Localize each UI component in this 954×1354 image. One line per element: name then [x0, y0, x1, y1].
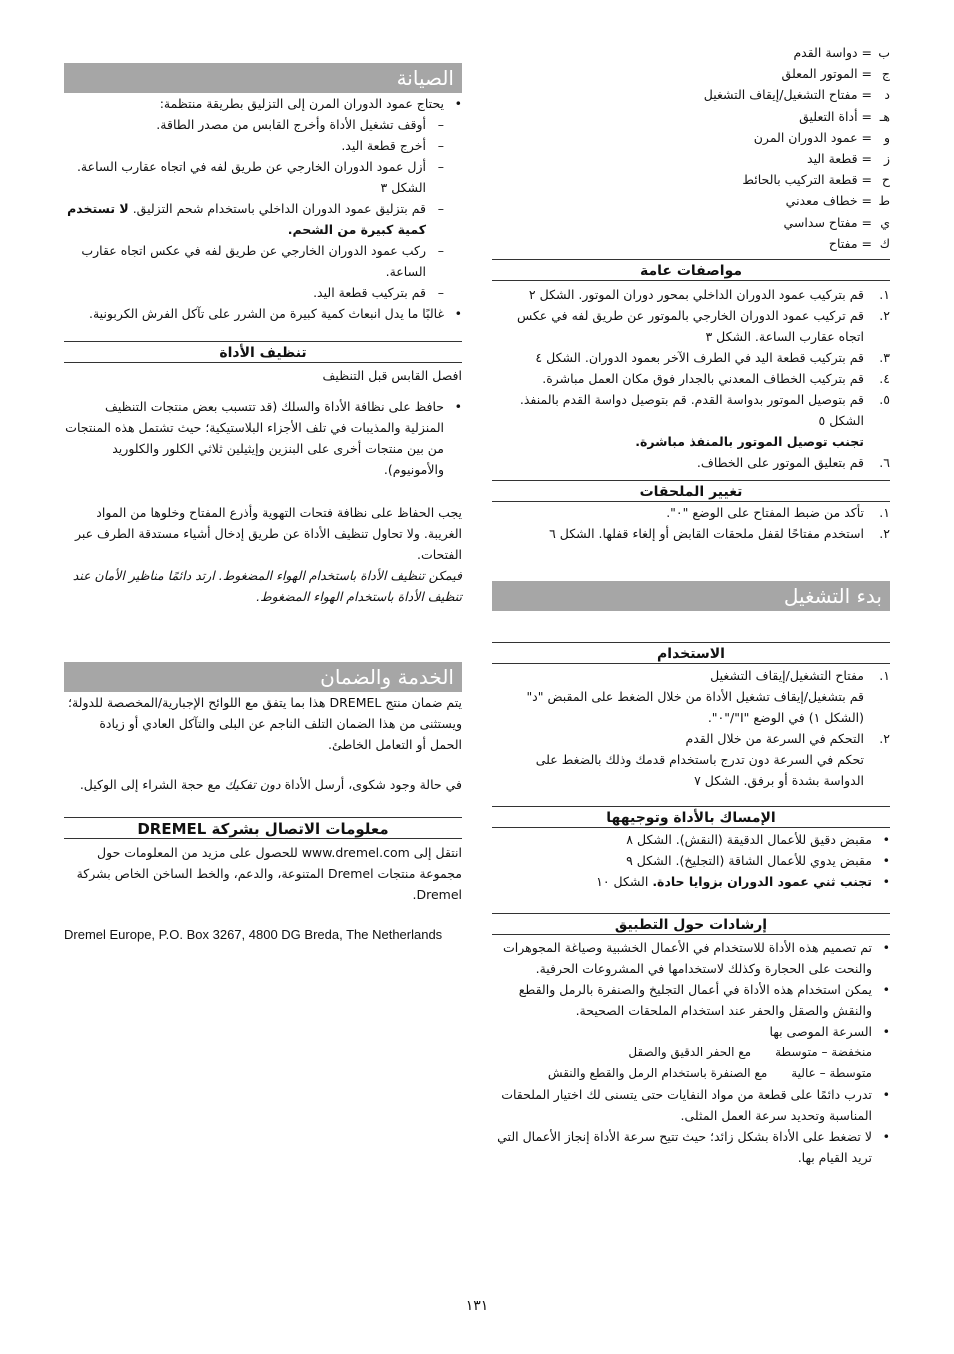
- holding-warning: • تجنب ثني عمود الدوران بزوايا حادة. الشكل ١٠: [492, 871, 890, 892]
- general-step: ٦. قم بتعليق الموتور على الخطاف.: [696, 455, 890, 470]
- complaint-paragraph: في حالة وجود شكوى، أرسل الأداة دون تفكيك مع حجة الشراء إلى الوكيل.: [79, 777, 462, 792]
- maintenance-intro: • يحتاج عمود الدوران المرن إلى التزليق بطريقة منتظمة: – أوقف تشغيل الأداة وأخرج القابس من مصدر الطاقة. – أخرج قطعة اليد. – أزل عمود الدوران الخارجي عن طريق لفه في اتجاه عقارب الساعة. الشكل ٣ – قم بتزليق عمود الدوران الداخلي باستخدام شحم التزليق. لا تستخدم كمية كبيرة من الشحم. – ركب عمود الدوران الخارجي عن طريق لفه في عكس اتجاه عقارب الساعة. – قم بتركيب قطعة اليد.: [64, 93, 462, 303]
- tips-heading: إرشادات حول التطبيق: [492, 913, 890, 935]
- startup-banner: بدء التشغيل: [492, 581, 890, 611]
- contact-paragraph: انتقل إلى www.dremel.com للحصول على مزيد من المعلومات حول مجموعة منتجات Dremel المتنوعة، والدعم، والخط الساخن الخاص بشركة Dremel.: [76, 845, 462, 902]
- legend-item: ط = خطاف معدني: [785, 193, 890, 209]
- service-banner: الخدمة والضمان: [64, 662, 462, 692]
- accessories-heading: تغيير الملحقات: [492, 480, 890, 502]
- maintenance-note: • غالبًا ما يدل انبعاث كمية كبيرة من الشرر على تآكل الفرش الكربونية.: [64, 303, 462, 324]
- maintenance-banner: الصيانة: [64, 63, 462, 93]
- cleaning-italic-note: فيمكن تنظيف الأداة باستخدام الهواء المضغوط. ارتد دائمًا مناظير الأمان عند تنظيف الأداة باستخدام الهواء المضغوط.: [72, 568, 462, 604]
- accessories-step: ٢. استخدم مفتاحًا لقفل ملحقات القابض أو إلغاء قفلها. الشكل ٦: [549, 526, 890, 541]
- tip-item: • تم تصميم هذه الأداة للاستخدام في الأعمال الخشبية وصياغة المجوهرات والنحت على الحجارة وكذلك لاستخدامها في المشروعات الحرفية.: [492, 937, 890, 979]
- holding-list: [492, 829, 890, 892]
- speed-row: منخفضة – متوسطة مع الحفر الدقيق والصقل: [628, 1045, 872, 1059]
- holding-item: • مقبض دقيق للأعمال الدقيقة (النقش). الشكل ٨: [492, 829, 890, 850]
- holding-item: • مقبض يدوي للأعمال الشاقة (التجليخ). الشكل ٩: [492, 850, 890, 871]
- speed-row: متوسطة – عالية مع الصنفرة باستخدام الرمل والقطع والنقش: [547, 1066, 872, 1080]
- unplug-note: افصل القابس قبل التنظيف: [322, 368, 462, 383]
- legend-item: ي = مفتاح سداسي: [783, 214, 890, 230]
- usage-step: ٢. التحكم في السرعة من خلال القدم تحكم في السرعة دون تدرج باستخدام قدمك وذلك بالضغط على الدواسة بشدة أو برفق. الشكل ٧: [535, 731, 890, 788]
- usage-heading: الاستخدام: [492, 642, 890, 664]
- legend-item: ج = الموتور المعلق: [781, 66, 890, 82]
- maintenance-step: – أخرج قطعة اليد.: [64, 135, 462, 156]
- legend-item: و = عمود الدوران المرن: [753, 129, 890, 145]
- general-step: ٤. قم بتركيب الخطاف المعدني بالجدار فوق مكان العمل مباشرة.: [542, 371, 890, 386]
- maintenance-section: [64, 93, 462, 324]
- parts-legend: [492, 42, 890, 254]
- accessories-step: ١. تأكد من ضبط المفتاح على الوضع "٠".: [666, 505, 890, 520]
- contact-heading: معلومات الاتصال بشركة DREMEL: [64, 817, 462, 839]
- address: Dremel Europe, P.O. Box 3267, 4800 DG Breda, The Netherlands: [64, 927, 443, 942]
- general-step: ٥. قم بتوصيل الموتور بدواسة القدم. قم بتوصيل دواسة القدم بالمنفذ. الشكل ٥: [519, 392, 890, 428]
- cleaning-paragraph: يجب الحفاظ على نظافة فتحات التهوية وأذرع المفتاح وخلوها من المواد الغريبة. ولا تحاول تنظيف الأداة عن طريق إدخال أشياء مستدقة الطرف عبر الفتحات.: [74, 505, 462, 562]
- general-step: ٢. قم تركيب عمود الدوران الخارجي بالموتور عن طريق لفه في عكس اتجاه عقارب الساعة. الشكل ٣: [516, 308, 890, 344]
- maintenance-step: – أزل عمود الدوران الخارجي عن طريق لفه في اتجاه عقارب الساعة. الشكل ٣: [64, 156, 462, 198]
- tip-item: • السرعة الموصى بها: [492, 1021, 890, 1042]
- cleaning-heading: تنظيف الأداة: [64, 341, 462, 363]
- maintenance-step: – ركب عمود الدوران الخارجي عن طريق لفه في عكس اتجاه عقارب الساعة.: [64, 240, 462, 282]
- accessories-steps: [492, 502, 890, 544]
- tip-item: • لا تضغط على الأداة بشكل زائد؛ حيث تتيح سرعة الأداة إنجاز الأعمال التي تريد القيام بها.: [492, 1126, 890, 1168]
- legend-item: د = مفتاح التشغيل/إيقاف التشغيل: [703, 87, 890, 103]
- general-steps: [492, 284, 890, 473]
- tip-item: • تدرب دائمًا على قطعة من مواد النفايات حتى يتسنى لك اختيار الملحقات المناسبة وتحديد سرعة العمل المثلى.: [492, 1084, 890, 1126]
- general-heading: مواصفات عامة: [492, 259, 890, 281]
- grease-warning: لا تستخدم كمية كبيرة من الشحم.: [67, 201, 426, 237]
- general-step: ٣. قم بتركيب قطعة اليد في الطرف الآخر بعمود الدوران. الشكل ٤: [535, 350, 890, 365]
- contact-section: [64, 842, 462, 945]
- cleaning-bullet: • حافظ على نظافة الأداة والسلك (قد تتسبب بعض منتجات التنظيف المنزلية والمذيبات في تلف الأجزاء البلاستيكية؛ حيث تشتمل هذه المنتجات من بين منتجات أخرى على البنزين وإيثيلين ثلاثي الكلور والكلوريد والأمونيوم).: [64, 396, 462, 480]
- usage-step: ١. مفتاح التشغيل/إيقاف التشغيل قم بتشغيل/إيقاف تشغيل الأداة من خلال الضغط على المقبض "د" (الشكل ١) في الوضع "I"/"٠".: [526, 668, 890, 725]
- legend-item: ز = قطعة اليد: [807, 151, 890, 167]
- warranty-paragraph: يتم ضمان منتج DREMEL هذا بما يتفق مع اللوائح الإجبارية/المخصصة للدولة؛ ويستثنى من هذا الضمان التلف الناجم عن البلى والتآكل العادي أو زيادة الحمل أو التعامل الخاطئ.: [67, 695, 462, 752]
- tip-item: • يمكن استخدام هذه الأداة في أعمال التجليخ والصنفرة بالرمل والقطع والنقش والصقل والحفر عند استخدام الملحقات الصحيحة.: [492, 979, 890, 1021]
- holding-heading: الإمساك بالأداة وتوجيهها: [492, 806, 890, 828]
- general-step: ١. قم بتركيب عمود الدوران الداخلي بمحور دوران الموتور. الشكل ٢: [528, 287, 890, 302]
- maintenance-step: – أوقف تشغيل الأداة وأخرج القابس من مصدر الطاقة.: [64, 114, 462, 135]
- legend-item: ب = دواسة القدم: [793, 45, 890, 60]
- maintenance-step: – قم بتزليق عمود الدوران الداخلي باستخدام شحم التزليق. لا تستخدم كمية كبيرة من الشحم.: [64, 198, 462, 240]
- cleaning-section: [64, 365, 462, 607]
- maintenance-step: – قم بتركيب قطعة اليد.: [64, 282, 462, 303]
- tips-section: [492, 937, 890, 1168]
- general-warning: تجنب توصيل الموتور بالمنفذ مباشرة.: [635, 434, 864, 449]
- legend-item: هـ = أداة التعليق: [799, 108, 890, 124]
- legend-item: ك = مفتاح: [828, 235, 890, 251]
- legend-item: ح = قطعة التركيب بالحائط: [742, 172, 890, 188]
- service-section: [64, 692, 462, 795]
- usage-steps: [492, 665, 890, 791]
- page-number: ١٣١: [465, 1298, 489, 1314]
